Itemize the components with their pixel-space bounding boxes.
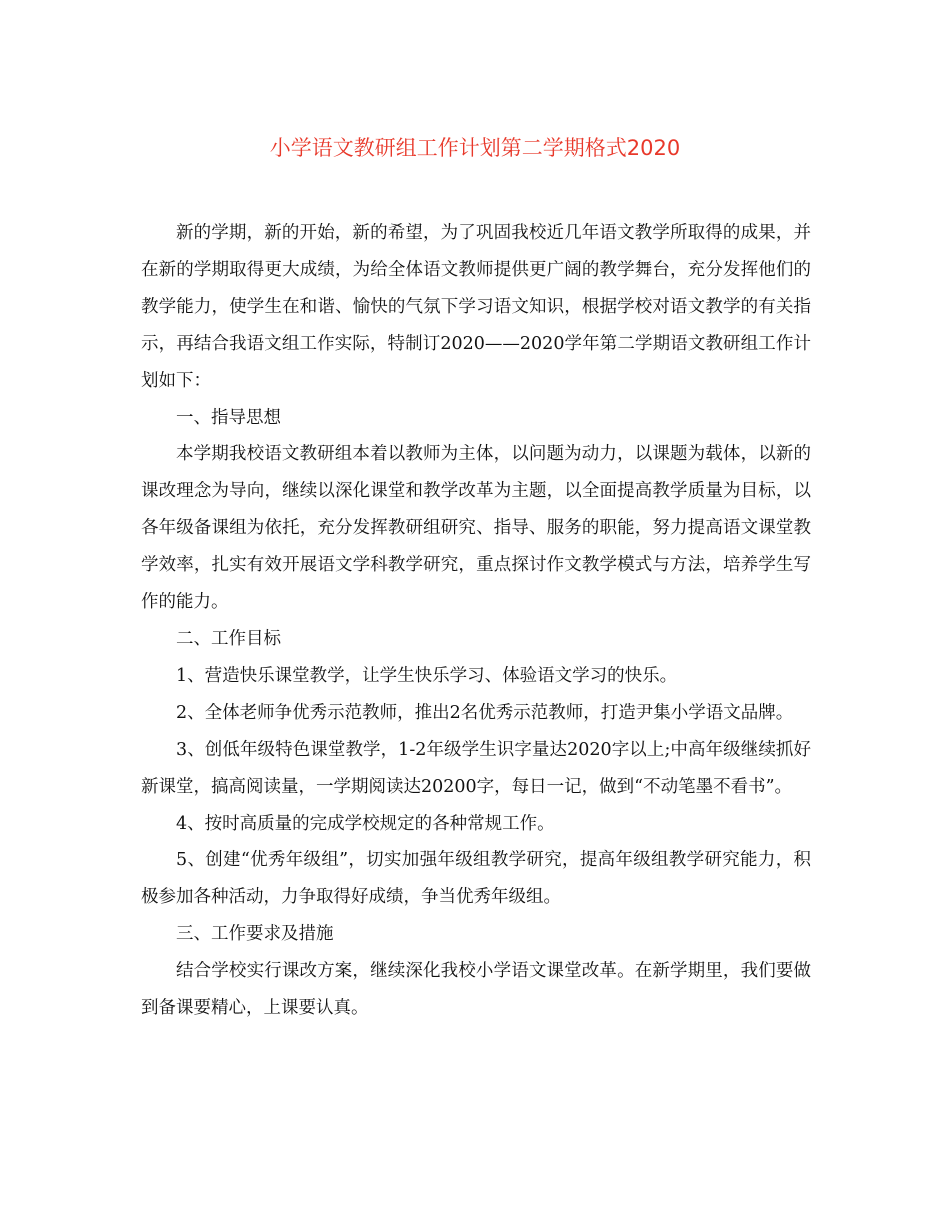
goal-item-1: 1、营造快乐课堂教学，让学生快乐学习、体验语文学习的快乐。 — [176, 665, 678, 686]
goal-item-4: 4、按时高质量的完成学校规定的各种常规工作。 — [176, 813, 555, 834]
section-heading-guiding-ideology: 一、指导思想 — [176, 407, 281, 428]
goal-item-5: 5、创建“优秀年级组”，切实加强年级组教学研究，提高年级组教学研究能力，积极参加各种活动，力争取得好成绩，争当优秀年级组。 — [141, 850, 811, 908]
section-heading-requirements: 三、工作要求及措施 — [176, 924, 334, 945]
document-body — [141, 215, 811, 1027]
document-title: 小学语文教研组工作计划第二学期格式2020 — [269, 136, 681, 160]
intro-paragraph: 新的学期，新的开始，新的希望，为了巩固我校近几年语文教学所取得的成果，并在新的学期取得更大成绩，为给全体语文教师提供更广阔的教学舞台，充分发挥他们的教学能力，使学生在和谐、愉快的气氛下学习语文知识，根据学校对语文教学的有关指示，再结合我语文组工作实际，特制订2020——2020学年第二学期语文教研组工作计划如下： — [141, 223, 811, 391]
section-heading-work-goals: 二、工作目标 — [176, 628, 281, 649]
goal-item-3: 3、创低年级特色课堂教学，1-2年级学生识字量达2020字以上;中高年级继续抓好新课堂，搞高阅读量，一学期阅读达20200字，每日一记，做到“不动笔墨不看书”。 — [141, 739, 811, 797]
goal-item-2: 2、全体老师争优秀示范教师，推出2名优秀示范教师，打造尹集小学语文品牌。 — [176, 702, 794, 723]
guiding-ideology-paragraph: 本学期我校语文教研组本着以教师为主体，以问题为动力，以课题为载体，以新的课改理念为导向，继续以深化课堂和教学改革为主题，以全面提高教学质量为目标，以各年级备课组为依托，充分发挥教研组研究、指导、服务的职能，努力提高语文课堂教学效率，扎实有效开展语文学科教学研究，重点探讨作文教学模式与方法，培养学生写作的能力。 — [141, 444, 811, 613]
requirements-paragraph: 结合学校实行课改方案，继续深化我校小学语文课堂改革。在新学期里，我们要做到备课要精心，上课要认真。 — [141, 961, 811, 1019]
